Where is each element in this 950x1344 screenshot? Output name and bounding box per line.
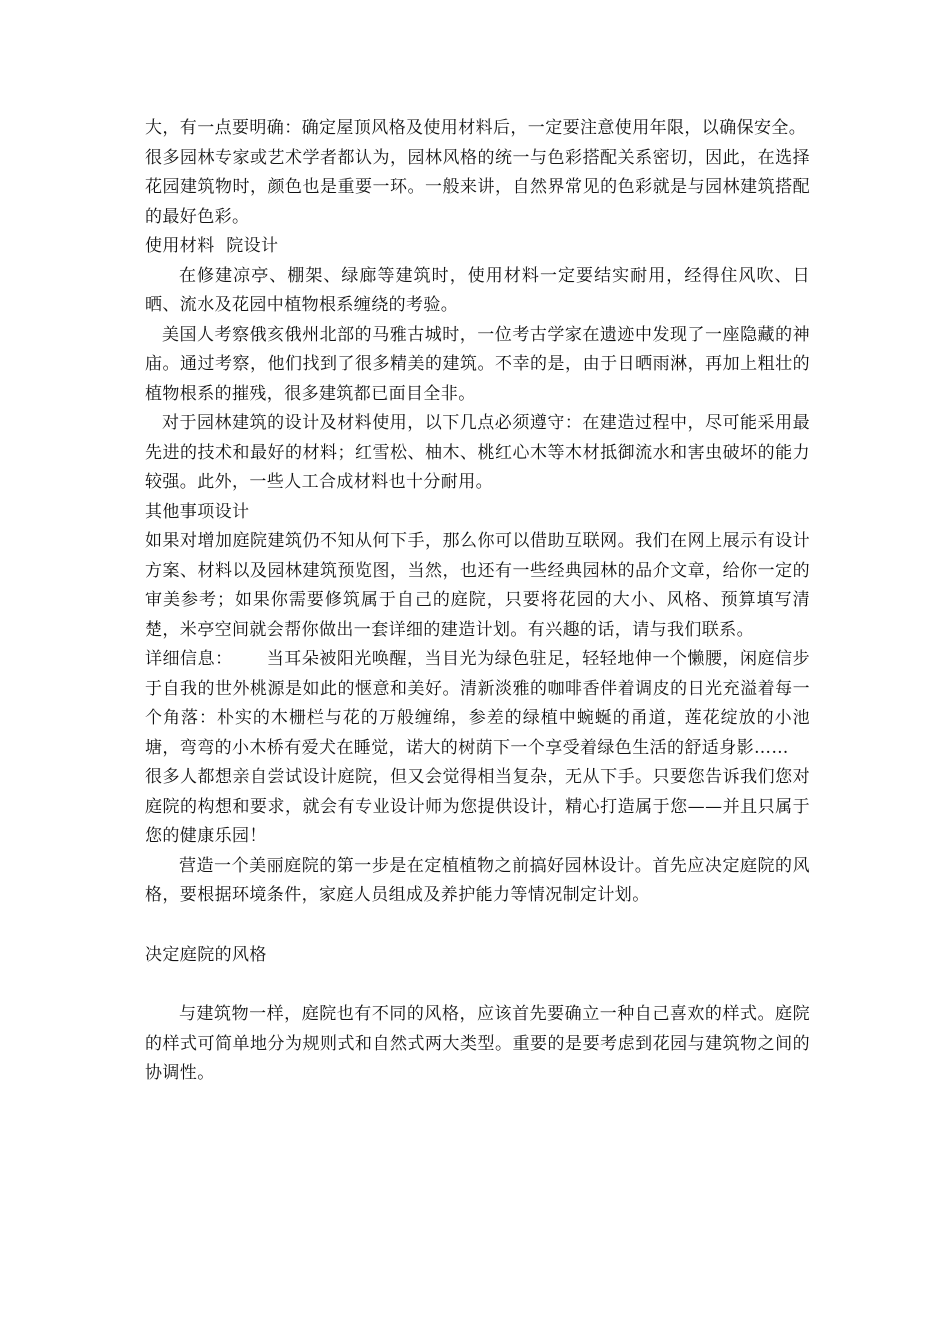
heading-garden-style: 决定庭院的风格 (145, 944, 267, 965)
paragraph-durable-materials: 在修建凉亭、棚架、绿廊等建筑时，使用材料一定要结实耐用，经得住风吹、日晒、流水及花园中植物根系缠绕的考验。 (145, 265, 810, 315)
spacer (145, 911, 810, 941)
paragraph-material-rules: 对于园林建筑的设计及材料使用，以下几点必须遵守：在建造过程中，尽可能采用最先进的技术和最好的材料；红雪松、柚木、桃红心木等木材抵御流水和害虫破坏的能力较强。此外，一些人工合成材料也十分耐用。 (145, 413, 810, 492)
spacer (145, 970, 810, 1000)
details-label: 详细信息： (145, 649, 233, 669)
paragraph-maya-temple: 美国人考察俄亥俄州北部的马雅古城时，一位考古学家在遗迹中发现了一座隐藏的神庙。通过考察，他们找到了很多精美的建筑。不幸的是，由于日晒雨淋，再加上粗壮的植物根系的摧残，很多建筑都已面目全非。 (145, 324, 810, 404)
paragraph-roof-style: 大，有一点要明确：确定屋顶风格及使用材料后，一定要注意使用年限，以确保安全。 (145, 118, 807, 138)
paragraph-color-matching: 很多园林专家或艺术学者都认为，园林风格的统一与色彩搭配关系密切，因此，在选择花园建筑物时，颜色也是重要一环。一般来讲，自然界常见的色彩就是与园林建筑搭配的最好色彩。 (145, 147, 810, 227)
details-body: 当耳朵被阳光唤醒，当目光为绿色驻足，轻轻地伸一个懒腰，闲庭信步于自我的世外桃源是如此的惬意和美好。清新淡雅的咖啡香伴着调皮的日光充溢着每一个角落：朴实的木栅栏与花的万般缠绵，参差的绿植中蜿蜒的甬道，莲花绽放的小池塘，弯弯的小木桥有爱犬在睡觉，诺大的树荫下一个享受着绿色生活的舒适身影…… (145, 649, 810, 758)
document-page (145, 114, 810, 1089)
paragraph-details (145, 645, 810, 763)
paragraph-style-types: 与建筑物一样，庭院也有不同的风格，应该首先要确立一种自己喜欢的样式。庭院的样式可简单地分为规则式和自然式两大类型。重要的是要考虑到花园与建筑物之间的协调性。 (145, 1004, 810, 1083)
heading-other-design: 其他事项设计 (145, 501, 250, 522)
paragraph-first-step: 营造一个美丽庭院的第一步是在定植植物之前搞好园林设计。首先应决定庭院的风格，要根据环境条件，家庭人员组成及养护能力等情况制定计划。 (145, 855, 810, 905)
paragraph-diy-design: 很多人都想亲自尝试设计庭院，但又会觉得相当复杂，无从下手。只要您告诉我们您对庭院的构想和要求，就会有专业设计师为您提供设计，精心打造属于您——并且只属于您的健康乐园！ (145, 767, 810, 846)
heading-materials: 使用材料 院设计 (145, 236, 279, 256)
paragraph-internet-help: 如果对增加庭院建筑仍不知从何下手，那么你可以借助互联网。我们在网上展示有设计方案、材料以及园林建筑预览图，当然，也还有一些经典园林的品介文章，给你一定的审美参考；如果你需要修筑属于自己的庭院，只要将花园的大小、风格、预算填写清楚，米亭空间就会帮你做出一套详细的建造计划。有兴趣的话，请与我们联系。 (145, 531, 810, 640)
